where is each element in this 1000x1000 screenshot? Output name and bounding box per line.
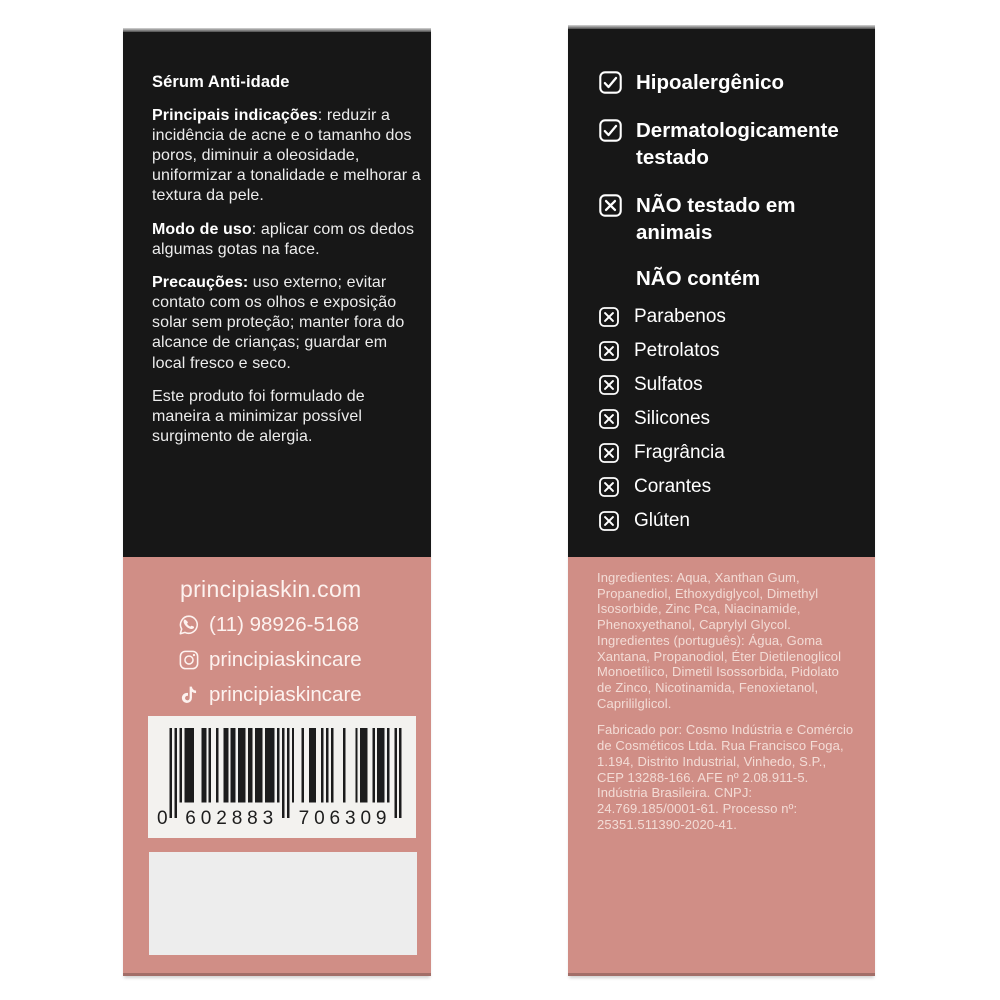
package-back-panel [123, 28, 431, 976]
barcode-bars [170, 728, 402, 818]
not-contains-label: Glúten [634, 510, 690, 532]
not-contains-label: Silicones [634, 408, 711, 430]
x-square-icon [598, 510, 620, 532]
not-contains-item [598, 374, 861, 396]
x-square-icon [598, 408, 620, 430]
not-contains-label: Sulfatos [634, 374, 703, 396]
claim-row [598, 192, 861, 246]
instagram-handle: principiaskincare [209, 648, 362, 671]
not-contains-item [598, 340, 861, 362]
claim-label: NÃO testado em animais [636, 194, 796, 245]
package-side-panel [568, 25, 875, 976]
not-contains-item [598, 408, 861, 430]
not-contains-heading: NÃO contém [636, 267, 761, 291]
back-contact-section [123, 557, 431, 976]
not-contains-list [598, 306, 861, 532]
check-square-icon [598, 70, 623, 95]
barcode-digit-first: 0 [156, 807, 168, 828]
website-url: principiaskin.com [180, 576, 362, 602]
claims-section [568, 25, 875, 557]
x-square-icon [598, 193, 623, 218]
usage-paragraph: Modo de uso: aplicar com os dedos algumas gotas na face. [152, 220, 415, 258]
not-contains-item [598, 476, 861, 498]
back-info-section [123, 28, 431, 557]
not-contains-label: Petrolatos [634, 340, 720, 362]
tiktok-row [178, 683, 431, 707]
whatsapp-number: (11) 98926-5168 [209, 613, 360, 636]
x-square-icon [598, 374, 620, 396]
not-contains-item [598, 306, 861, 328]
precautions-paragraph: Precauções: uso externo; evitar contato com os olhos e exposição solar sem proteção; manter fora do alcance de crianças; guardar em local fresco e seco. [152, 273, 405, 372]
claim-row [598, 69, 861, 96]
regulatory-section [568, 557, 875, 976]
not-contains-label: Fragrância [634, 442, 725, 464]
indications-paragraph: Principais indicações: reduzir a incidência de acne e o tamanho dos poros, diminuir a oleosidade, uniformizar a tonalidade e melhorar a textura da pele. [152, 106, 421, 205]
whatsapp-row [178, 613, 431, 637]
claim-label: Hipoalergênico [636, 71, 785, 94]
tiktok-handle: principiaskincare [209, 683, 362, 706]
instagram-row [178, 648, 431, 672]
not-contains-item [598, 442, 861, 464]
x-square-icon [598, 306, 620, 328]
barcode-digits-left: 602883 [185, 807, 274, 828]
product-title: Sérum Anti-idade [152, 73, 290, 91]
barcode [148, 716, 416, 838]
tiktok-icon [178, 684, 200, 706]
allergy-note: Este produto foi formulado de maneira a minimizar possível surgimento de alergia. [152, 387, 365, 445]
x-square-icon [598, 476, 620, 498]
x-square-icon [598, 442, 620, 464]
not-contains-label: Corantes [634, 476, 712, 498]
instagram-icon [178, 649, 200, 671]
claim-label: Dermatologicamente testado [636, 119, 839, 170]
ingredients-paragraph: Ingredientes: Aqua, Xanthan Gum, Propanediol, Ethoxydiglycol, Dimethyl Isosorbide, Zinc Pca, Niacinamide, Phenoxyethanol, Caprylyl Glycol. Ingredientes (português): Água, Goma Xantana, Propanodiol, Éter Dietilenoglicol Monoetílico, Dimetil Isossorbida, Pidolato de Zinco, Nicotinamida, Fenoxietanol, Caprililglicol. [597, 570, 842, 711]
not-contains-label: Parabenos [634, 306, 726, 328]
x-square-icon [598, 340, 620, 362]
barcode-digits-right: 706309 [298, 807, 387, 828]
blank-label-box [149, 852, 417, 955]
check-square-icon [598, 118, 623, 143]
manufacturer-paragraph: Fabricado por: Cosmo Indústria e Comércio de Cosméticos Ltda. Rua Francisco Foga, 1.194, Distrito Industrial, Vinhedo, S.P., CEP 13288-166. AFE nº 2.08.911-5. Indústria Brasileira. CNPJ: 24.769.185/0001-61. Processo nº: 25351.511390-2020-41. [597, 722, 854, 832]
claim-row [598, 117, 861, 171]
not-contains-item [598, 510, 861, 532]
whatsapp-icon [178, 614, 200, 636]
